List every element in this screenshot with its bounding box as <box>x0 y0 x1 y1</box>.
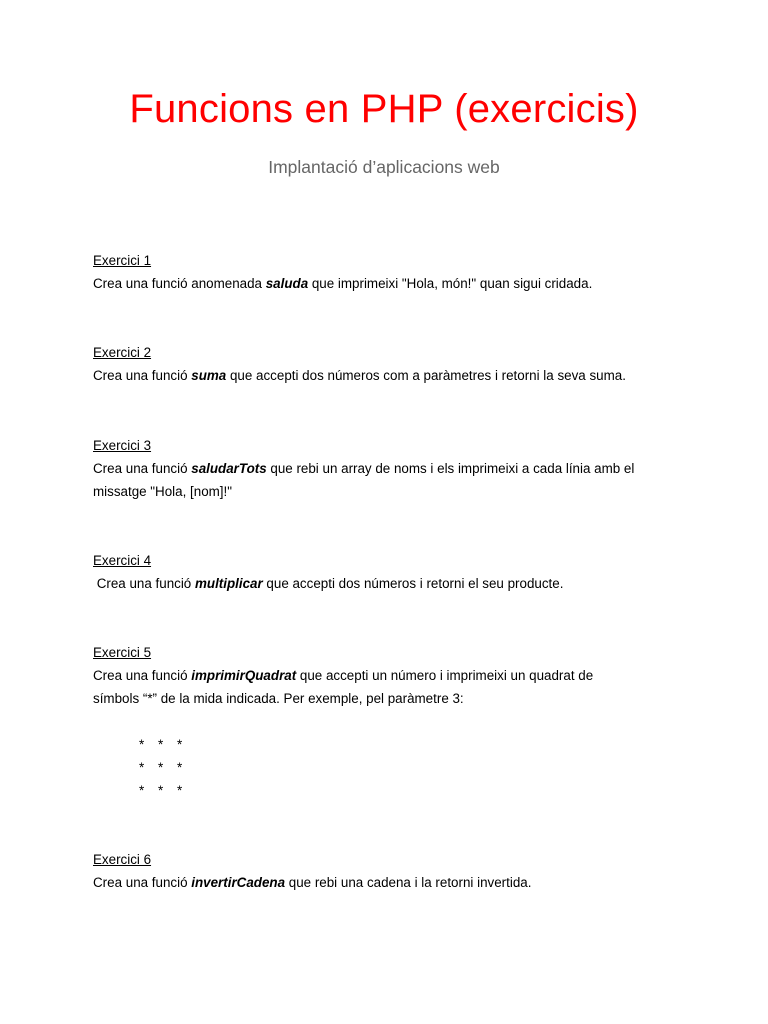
exercise-heading: Exercici 5 <box>93 645 152 660</box>
exercise-heading: Exercici 6 <box>93 852 152 867</box>
exercise-text-post: que rebi una cadena i la retorni invertida. <box>285 875 532 890</box>
exercise-text <box>93 364 683 387</box>
exercise-5 <box>93 641 683 710</box>
exercise-text-post: que accepti dos números i retorni el seu producte. <box>262 576 564 591</box>
asterisk: * <box>158 783 164 798</box>
exercise-text <box>93 871 683 894</box>
exercise-text-pre: Crea una funció <box>93 461 192 476</box>
exercise-text-pre: Crea una funció <box>93 368 192 383</box>
exercise-text <box>93 457 683 480</box>
exercise-1 <box>93 249 683 295</box>
asterisk: * <box>139 783 145 798</box>
function-name: saludarTots <box>191 461 267 476</box>
exercise-heading: Exercici 4 <box>93 553 152 568</box>
function-name: suma <box>191 368 227 383</box>
exercise-text-pre: Crea una funció anomenada <box>93 276 266 291</box>
exercise-heading: Exercici 3 <box>93 438 152 453</box>
exercise-6 <box>93 848 683 894</box>
exercise-text-pre: Crea una funció <box>93 576 195 591</box>
exercise-4 <box>93 549 683 595</box>
asterisk: * <box>158 760 164 775</box>
function-name: imprimirQuadrat <box>191 668 297 683</box>
exercise-text-pre: Crea una funció <box>93 875 192 890</box>
exercise-text <box>93 272 683 295</box>
square-example-row <box>139 779 196 802</box>
exercise-2 <box>93 341 683 387</box>
function-name: invertirCadena <box>191 875 286 890</box>
asterisk: * <box>177 737 183 752</box>
asterisk: * <box>139 737 145 752</box>
page-subtitle: Implantació d’aplicacions web <box>268 157 500 177</box>
exercise-text <box>93 572 683 595</box>
exercise-text-post: que rebi un array de noms i els imprimeixi a cada línia amb el <box>266 461 635 476</box>
asterisk: * <box>139 760 145 775</box>
exercise-heading: Exercici 2 <box>93 345 152 360</box>
asterisk: * <box>177 760 183 775</box>
exercise-text-line2: missatge "Hola, [nom]!" <box>93 484 232 499</box>
asterisk: * <box>177 783 183 798</box>
exercise-3 <box>93 434 683 503</box>
exercise-text <box>93 664 683 687</box>
exercise-text-pre: Crea una funció <box>93 668 192 683</box>
square-example-row <box>139 733 196 756</box>
square-example-row <box>139 756 196 779</box>
exercise-heading: Exercici 1 <box>93 253 152 268</box>
exercise-text-post: que imprimeixi "Hola, món!" quan sigui cridada. <box>308 276 593 291</box>
page-title: Funcions en PHP (exercicis) <box>129 87 639 131</box>
exercise-text-line2: símbols “*” de la mida indicada. Per exemple, pel paràmetre 3: <box>93 691 464 706</box>
asterisk: * <box>158 737 164 752</box>
exercise-text-post: que accepti dos números com a paràmetres i retorni la seva suma. <box>226 368 626 383</box>
function-name: multiplicar <box>194 576 263 591</box>
square-example <box>139 733 196 802</box>
function-name: saluda <box>265 276 309 291</box>
exercise-text-post: que accepti un número i imprimeixi un quadrat de <box>296 668 594 683</box>
